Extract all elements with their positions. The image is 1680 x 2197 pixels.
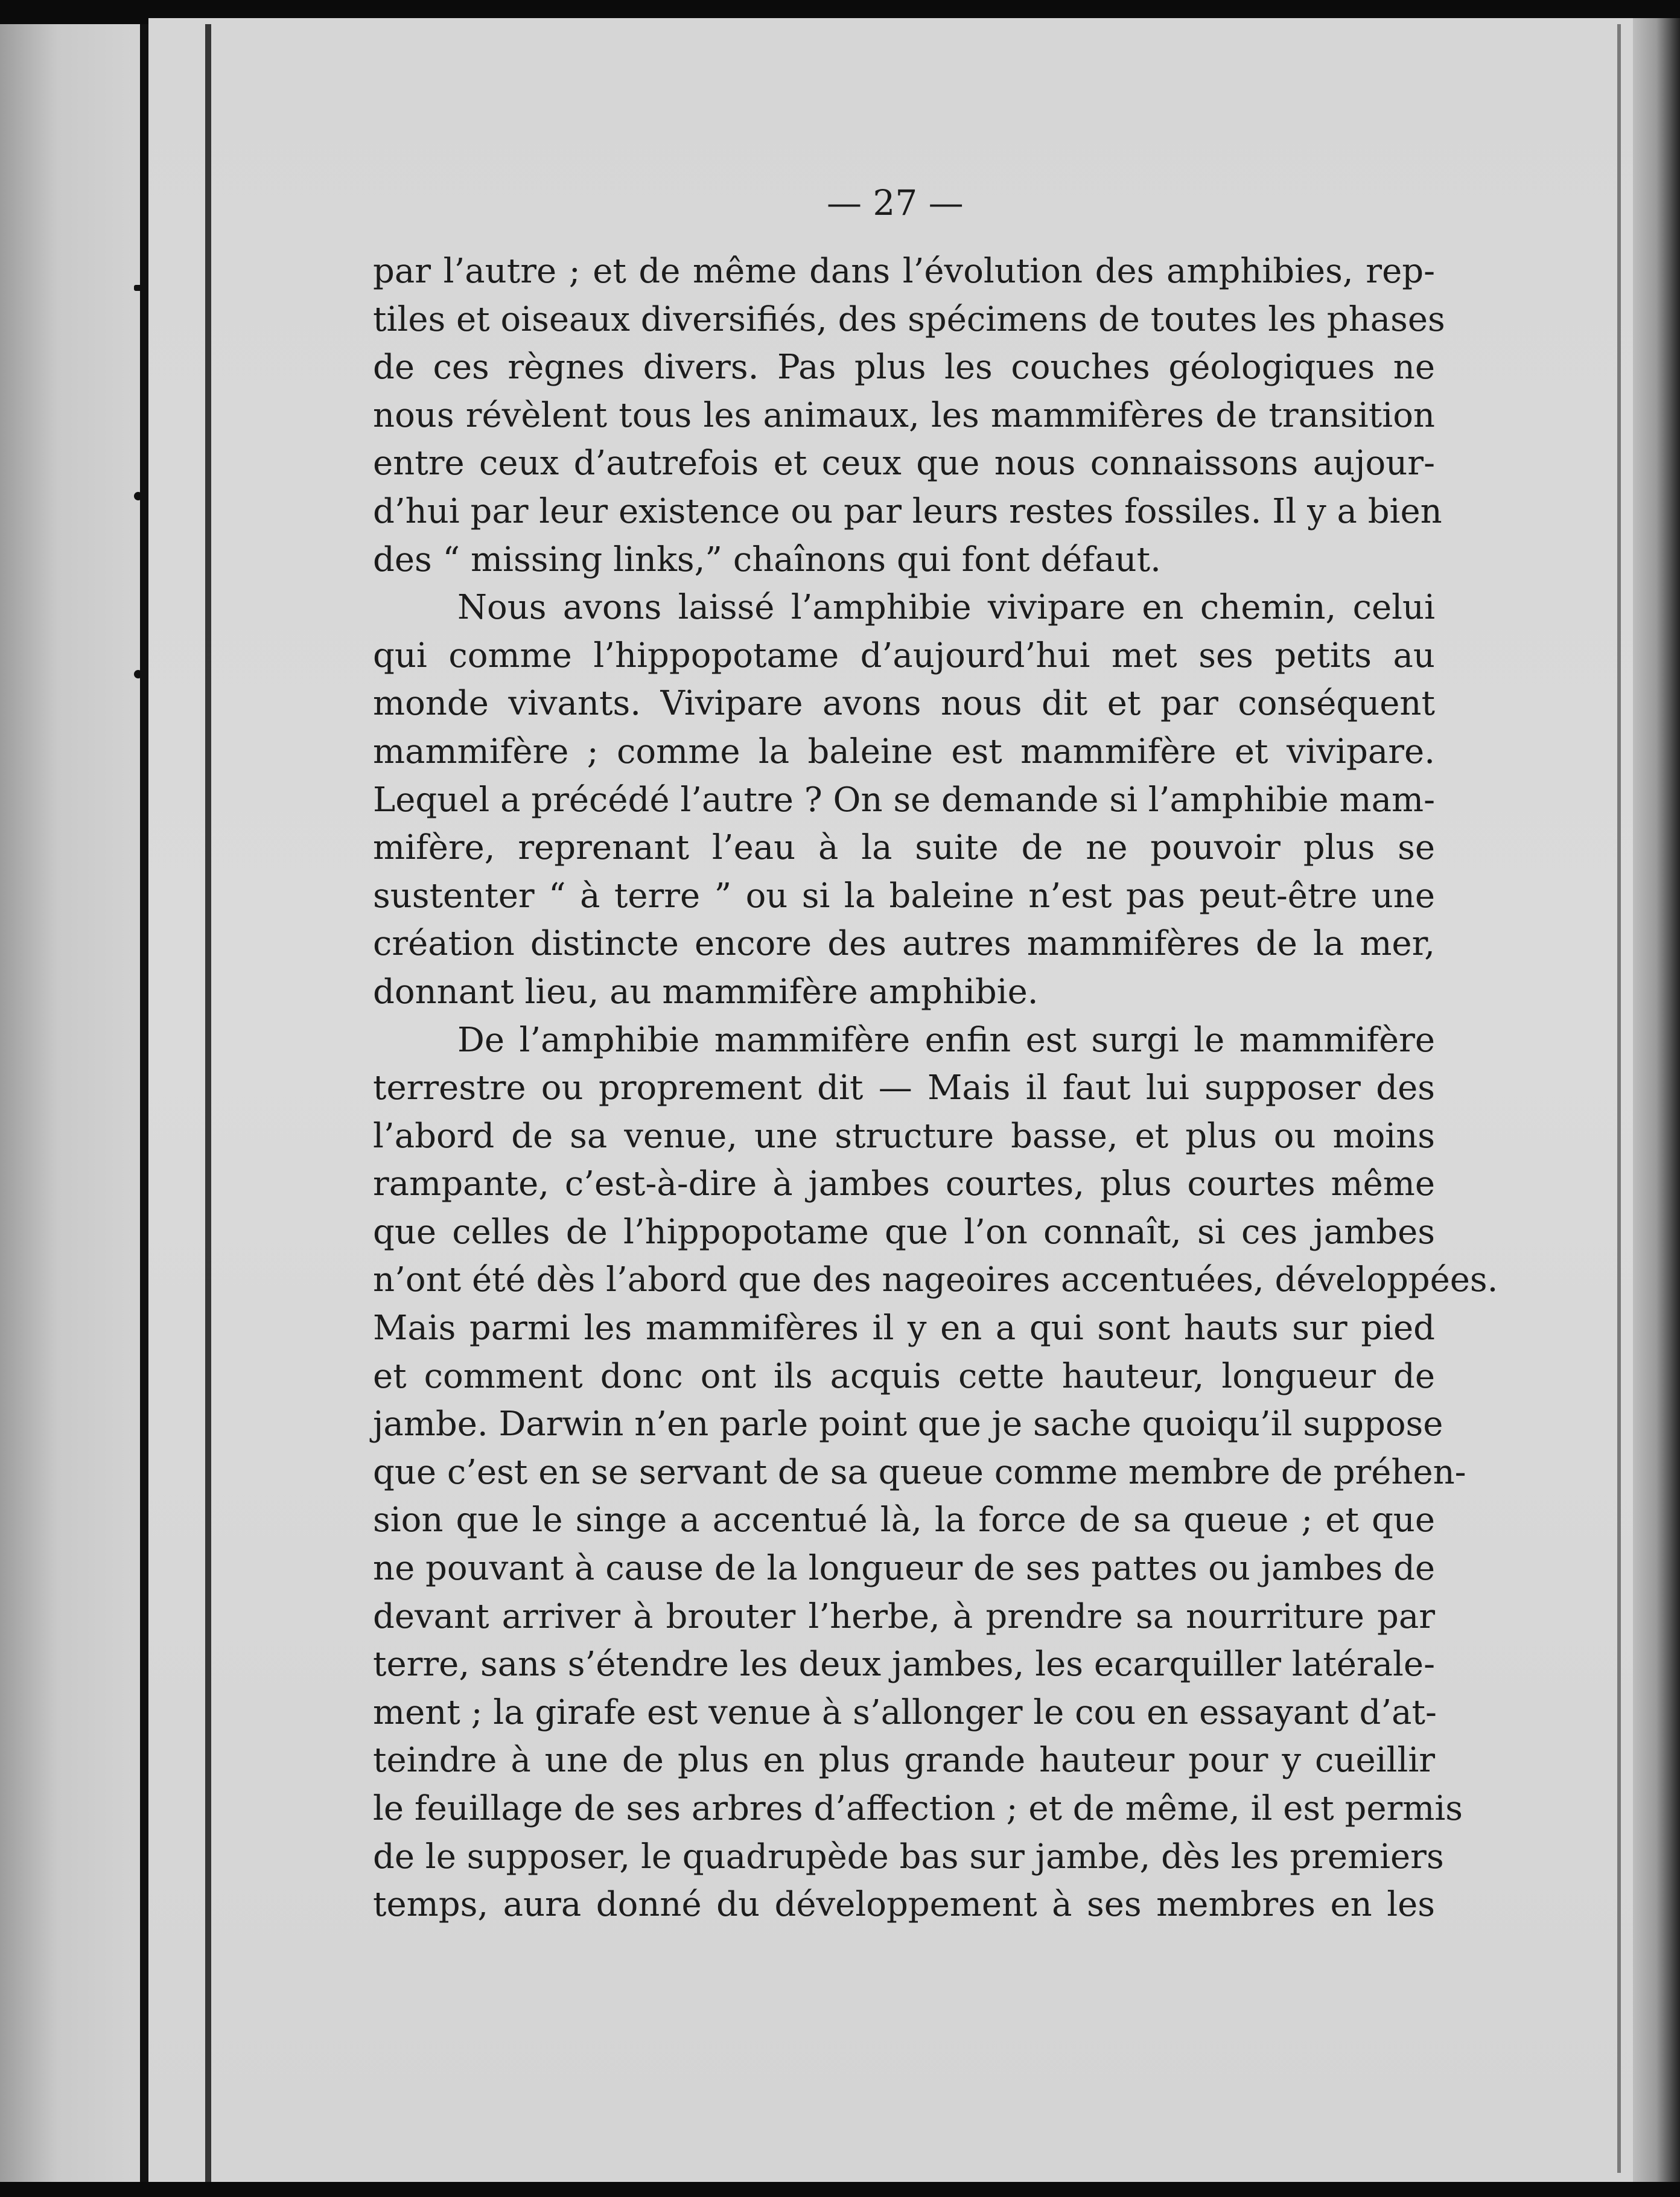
text-line: sion que le singe a accentué là, la force de sa queue ; et que: [373, 1500, 1435, 1540]
text-line: des “ missing links,” chaînons qui font défaut.: [373, 540, 1161, 579]
text-line: tiles et oiseaux diversifiés, des spécimens de toutes les phases: [373, 299, 1445, 339]
text-line: que celles de l’hippopotame que l’on connaît, si ces jambes: [373, 1212, 1435, 1252]
page-inner-margin-line: [205, 24, 211, 2197]
text-line: création distincte encore des autres mammifères de la mer,: [373, 924, 1435, 964]
text-line: rampante, c’est-à-dire à jambes courtes, plus courtes même: [373, 1164, 1435, 1204]
text-line: Lequel a précédé l’autre ? On se demande si l’amphibie mam-: [373, 780, 1436, 820]
page-number: — 27 —: [827, 182, 964, 223]
text-line: et comment donc ont ils acquis cette hauteur, longueur de: [373, 1356, 1435, 1396]
text-line: monde vivants. Vivipare avons nous dit et par conséquent: [373, 684, 1435, 724]
text-line: que c’est en se servant de sa queue comme membre de préhen-: [373, 1452, 1466, 1492]
text-line: le feuillage de ses arbres d’affection ; et de même, il est permis: [373, 1789, 1463, 1828]
body-text: [373, 247, 1498, 1929]
page-right-edge: [1633, 18, 1680, 2197]
text-line: qui comme l’hippopotame d’aujourd’hui met ses petits au: [373, 636, 1435, 675]
scan-bottom-border: [0, 2182, 1680, 2197]
text-line: devant arriver à brouter l’herbe, à prendre sa nourriture par: [373, 1596, 1435, 1636]
facing-page-edge: [0, 24, 144, 2197]
text-line: entre ceux d’autrefois et ceux que nous connaissons aujour-: [373, 444, 1435, 483]
text-line: mifère, reprenant l’eau à la suite de ne pouvoir plus se: [373, 828, 1435, 868]
paragraph-1: [373, 247, 1445, 584]
text-line: Nous avons laissé l’amphibie vivipare en chemin, celui: [457, 588, 1435, 628]
text-line: ment ; la girafe est venue à s’allonger le cou en essayant d’at-: [373, 1692, 1437, 1732]
text-line: donnant lieu, au mammifère amphibie.: [373, 972, 1039, 1012]
paragraph-2: [373, 584, 1435, 1016]
text-line: d’hui par leur existence ou par leurs restes fossiles. Il y a bien: [373, 491, 1442, 531]
text-line: terrestre ou proprement dit — Mais il faut lui supposer des: [373, 1068, 1435, 1108]
text-line: sustenter “ à terre ” ou si la baleine n’est pas peut-être une: [373, 876, 1435, 916]
text-line: l’abord de sa venue, une structure basse, et plus ou moins: [373, 1116, 1435, 1156]
text-line: ne pouvant à cause de la longueur de ses pattes ou jambes de: [373, 1549, 1436, 1589]
text-line: De l’amphibie mammifère enfin est surgi le mammifère: [457, 1020, 1435, 1060]
text-line: Mais parmi les mammifères il y en a qui sont hauts sur pied: [373, 1309, 1435, 1348]
text-line: de le supposer, le quadrupède bas sur jambe, dès les premiers: [373, 1837, 1444, 1877]
page-right-edge-line: [1617, 24, 1621, 2173]
text-line: teindre à une de plus en plus grande hauteur pour y cueillir: [373, 1741, 1435, 1781]
binding-stitch-mark: [134, 492, 142, 500]
text-line: nous révèlent tous les animaux, les mammifères de transition: [373, 395, 1435, 435]
text-line: par l’autre ; et de même dans l’évolution des amphibies, rep-: [373, 252, 1435, 291]
text-line: temps, aura donné du développement à ses membres en les: [373, 1885, 1435, 1925]
text-line: jambe. Darwin n’en parle point que je sache quoiqu’il suppose: [373, 1405, 1443, 1444]
text-line: mammifère ; comme la baleine est mammifère et vivipare.: [373, 732, 1435, 771]
binding-stitch-mark: [134, 670, 142, 678]
paragraph-3: [373, 1016, 1498, 1929]
text-line: n’ont été dès l’abord que des nageoires accentuées, développées.: [373, 1260, 1498, 1300]
binding-gutter: [140, 24, 148, 2197]
text-line: de ces règnes divers. Pas plus les couches géologiques ne: [373, 348, 1435, 387]
text-line: terre, sans s’étendre les deux jambes, les ecarquiller latérale-: [373, 1645, 1435, 1685]
